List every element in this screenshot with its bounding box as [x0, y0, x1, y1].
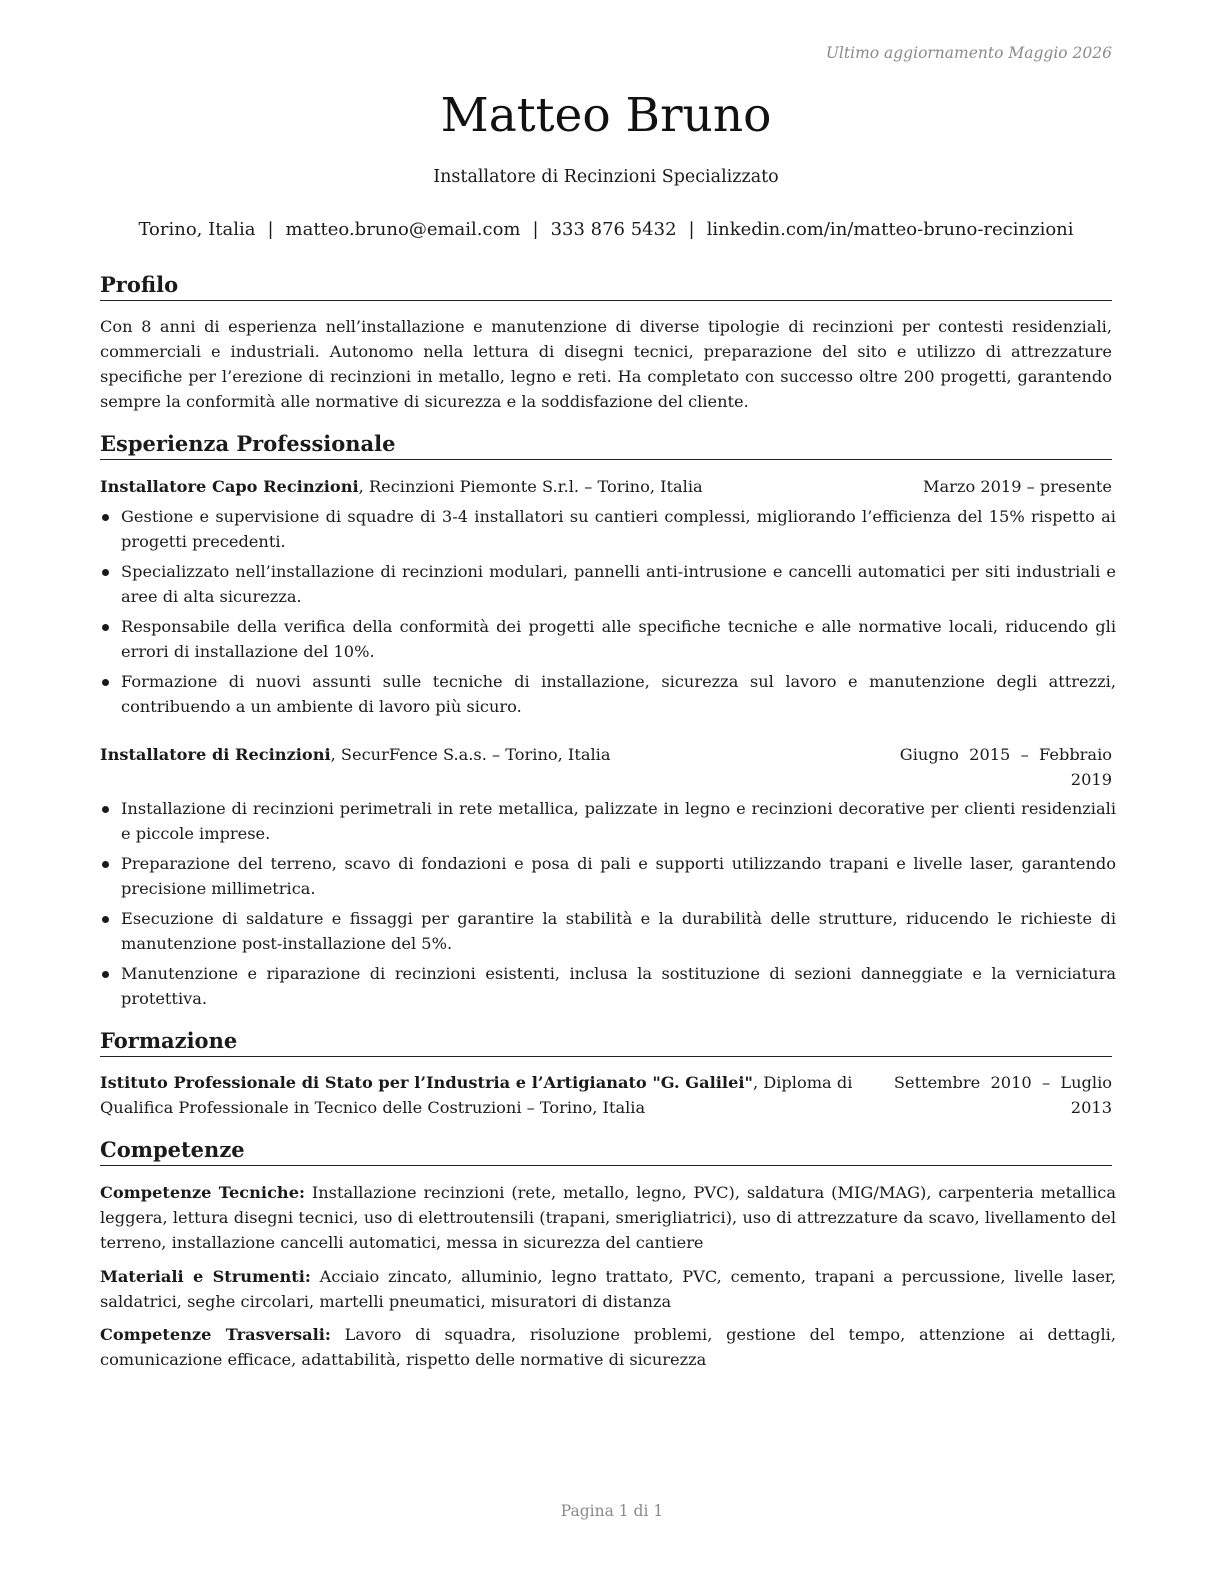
list-item: Preparazione del terreno, scavo di fondazioni e posa di pali e supporti utilizzando trapani e livelle laser, garantendo precisione millimetrica. [100, 851, 1116, 901]
contact-email[interactable]: matteo.bruno@email.com [285, 219, 521, 240]
skill-label: Competenze Trasversali: [100, 1325, 331, 1344]
job-company: , SecurFence S.a.s. – Torino, Italia [330, 745, 611, 764]
job-header [100, 742, 1112, 789]
contact-separator: | [532, 219, 539, 240]
education-line-1 [100, 1070, 1112, 1095]
candidate-headline: Installatore di Recinzioni Specializzato [433, 167, 779, 187]
contact-line [100, 219, 1112, 240]
contact-phone: 333 876 5432 [550, 219, 677, 240]
job-dates: Marzo 2019 – presente [922, 477, 1112, 496]
education-school: Istituto Professionale di Stato per l’Industria e l’Artigianato "G. Galilei" [100, 1073, 753, 1092]
skill-group-soft [100, 1322, 1116, 1372]
education-line-2 [100, 1095, 1112, 1120]
section-title-experience: Esperienza Professionale [100, 430, 1112, 460]
candidate-name: Matteo Bruno [440, 88, 772, 143]
page-number: Pagina 1 di 1 [560, 1502, 664, 1520]
job-role: Installatore di Recinzioni [100, 745, 331, 764]
job-dates-line2: 2019 [1070, 770, 1112, 789]
skill-group-materials [100, 1264, 1116, 1314]
education-dates: Settembre 2010 – Luglio [893, 1073, 1112, 1092]
list-item: Specializzato nell’installazione di recinzioni modulari, pannelli anti-intrusione e cancelli automatici per siti industriali e aree di alta sicurezza. [100, 559, 1116, 609]
list-item: Manutenzione e riparazione di recinzioni esistenti, inclusa la sostituzione di sezioni danneggiate e la verniciatura protettiva. [100, 961, 1116, 1011]
job-company: , Recinzioni Piemonte S.r.l. – Torino, Italia [358, 477, 703, 496]
list-item: Esecuzione di saldature e fissaggi per garantire la stabilità e la durabilità delle strutture, riducendo le richieste di manutenzione post-installazione del 5%. [100, 906, 1116, 956]
section-title-education: Formazione [100, 1027, 1112, 1057]
contact-location: Torino, Italia [138, 219, 256, 240]
job-bullets [100, 796, 1116, 1016]
education-degree: , Diploma di [752, 1073, 853, 1092]
skill-text: Acciaio zincato, alluminio, legno trattato, PVC, cemento, trapani a percussione, livelle laser, saldatrici, seghe circolari, martelli pneumatici, misuratori di distanza [100, 1267, 1116, 1311]
skill-text: Lavoro di squadra, risoluzione problemi, gestione del tempo, attenzione ai dettagli, comunicazione efficace, adattabilità, rispetto delle normative di sicurezza [100, 1325, 1116, 1369]
section-title-skills: Competenze [100, 1136, 1112, 1166]
education-entry [100, 1070, 1112, 1120]
profile-summary: Con 8 anni di esperienza nell’installazione e manutenzione di diverse tipologie di recinzioni per contesti residenziali, commerciali e industriali. Autonomo nella lettura di disegni tecnici, preparazione del sito e utilizzo di attrezzature specifiche per l’erezione di recinzioni in metallo, legno e reti. Ha completato con successo oltre 200 progetti, garantendo sempre la conformità alle normative di sicurezza e la soddisfazione del cliente. [100, 317, 1112, 411]
job-header [100, 474, 1112, 499]
list-item: Formazione di nuovi assunti sulle tecniche di installazione, sicurezza sul lavoro e manutenzione degli attrezzi, contribuendo a un ambiente di lavoro più sicuro. [100, 669, 1116, 719]
list-item: Installazione di recinzioni perimetrali in rete metallica, palizzate in legno e recinzioni decorative per clienti residenziali e piccole imprese. [100, 796, 1116, 846]
education-degree-detail: Qualifica Professionale in Tecnico delle Costruzioni – Torino, Italia [100, 1098, 646, 1117]
job-dates-line1: Giugno 2015 – Febbraio [899, 745, 1112, 764]
contact-linkedin[interactable]: linkedin.com/in/matteo-bruno-recinzioni [706, 219, 1074, 240]
list-item: Responsabile della verifica della conformità dei progetti alle specifiche tecniche e alle normative locali, riducendo gli errori di installazione del 10%. [100, 614, 1116, 664]
contact-separator: | [688, 219, 695, 240]
education-dates-end: 2013 [1070, 1098, 1112, 1117]
list-item: Gestione e supervisione di squadre di 3-4 installatori su cantieri complessi, migliorando l’efficienza del 15% rispetto ai progetti precedenti. [100, 504, 1116, 554]
skill-label: Materiali e Strumenti: [100, 1267, 311, 1286]
skill-label: Competenze Tecniche: [100, 1183, 305, 1202]
job-dates [900, 742, 1112, 792]
contact-separator: | [267, 219, 274, 240]
last-updated: Ultimo aggiornamento Maggio 2026 [825, 44, 1112, 62]
job-bullets [100, 504, 1116, 724]
skill-group-technical [100, 1180, 1116, 1255]
job-role: Installatore Capo Recinzioni [100, 477, 359, 496]
skill-text: Installazione recinzioni (rete, metallo, legno, PVC), saldatura (MIG/MAG), carpenteria metallica leggera, lettura disegni tecnici, uso di elettroutensili (trapani, smerigliatrici), uso di attrezzature da scavo, livellamento del terreno, installazione cancelli automatici, messa in sicurezza del cantiere [100, 1183, 1116, 1252]
section-title-profile: Profilo [100, 271, 1112, 301]
